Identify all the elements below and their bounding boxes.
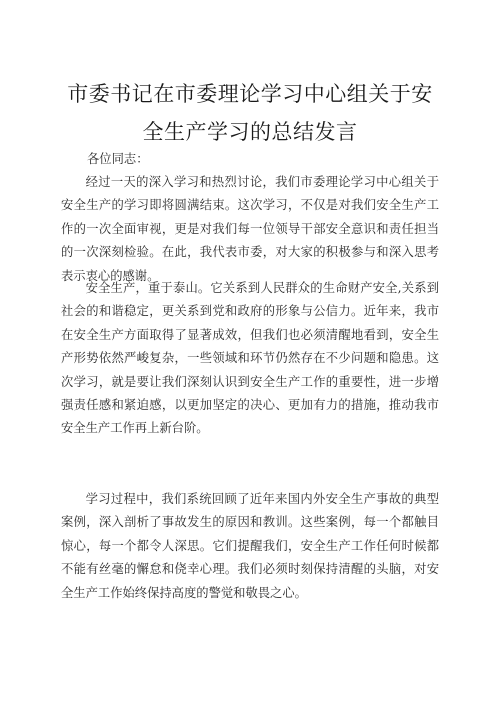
paragraph-3: 学习过程中，我们系统回顾了近年来国内外安全生产事故的典型案例，深入剖析了事故发生的原因和教训。这些案例，每一个都触目惊心，每一个都令人深思。它们提醒我们，安全生产工作任何时候都不能有丝毫的懈怠和侥幸心理。我们必须时刻保持清醒的头脑，对安全生产工作始终保持高度的警觉和敬畏之心。: [61, 492, 439, 600]
paragraph-2: 安全生产，重于泰山。它关系到人民群众的生命财产安全,关系到社会的和谐稳定，更关系到党和政府的形象与公信力。近年来，我市在安全生产方面取得了显著成效，但我们也必须清醒地看到，安全生产形势依然严峻复杂，一些领域和环节仍然存在不少问题和隐患。这次学习，就是要让我们深刻认识到安全生产工作的重要性，进一步增强责任感和紧迫感，以更加坚定的决心、更加有力的措施，推动我市安全生产工作再上新台阶。: [61, 281, 439, 436]
document-title-line-2: 全生产学习的总结发言: [142, 120, 358, 144]
salutation: 各位同志：: [87, 152, 149, 166]
document-title-line-1: 市委书记在市委理论学习中心组关于安: [67, 82, 433, 106]
paragraph-1: 经过一天的深入学习和热烈讨论，我们市委理论学习中心组关于安全生产的学习即将圆满结束。这次学习，不仅是对我们安全生产工作的一次全面审视，更是对我们每一位领导干部安全意识和责任担当的一次深刻检验。在此，我代表市委，对大家的积极参与和深入思考表示衷心的感谢。: [61, 175, 439, 283]
